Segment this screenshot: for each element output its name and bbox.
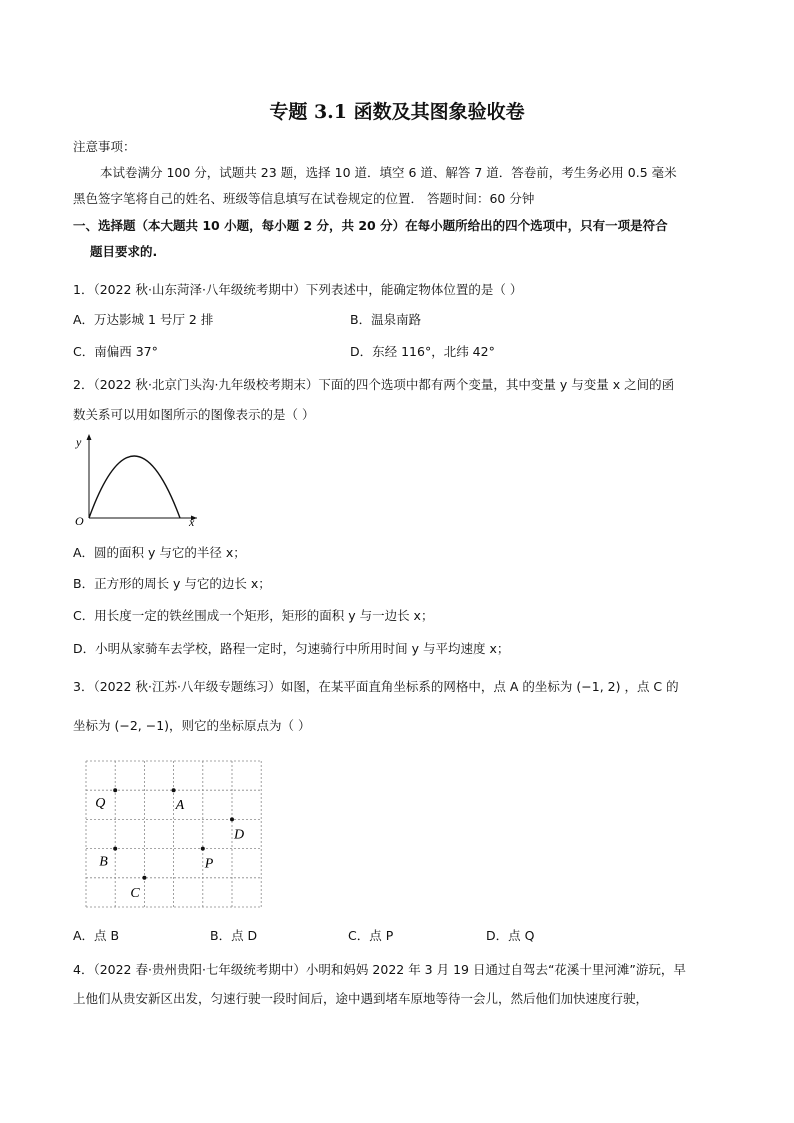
point-d bbox=[230, 817, 234, 821]
q3-option-a: A．点 B bbox=[73, 928, 120, 943]
point-b bbox=[113, 847, 117, 851]
q3-option-b: B．点 D bbox=[210, 928, 258, 943]
notice-line-2: 黑色签字笔将自己的姓名、班级等信息填写在试卷规定的位置． 答题时间：60 分钟 bbox=[73, 191, 535, 206]
point-p bbox=[201, 847, 205, 851]
q1-option-b: B．温泉南路 bbox=[350, 312, 422, 327]
x-axis-label: x bbox=[189, 515, 195, 529]
y-axis-label: y bbox=[76, 435, 82, 449]
q3-option-c: C．点 P bbox=[348, 928, 394, 943]
point-label-c: C bbox=[130, 885, 140, 901]
section-heading-cont: 题目要求的. bbox=[90, 244, 158, 259]
q3-coordinate-grid bbox=[80, 756, 270, 908]
q1-option-c: C．南偏西 37° bbox=[73, 344, 158, 359]
section-heading: 一、选择题（本大题共 10 小题，每小题 2 分，共 20 分）在每小题所给出的四个选项中，只有一项是符合 bbox=[73, 218, 668, 233]
q1-option-a: A．万达影城 1 号厅 2 排 bbox=[73, 312, 214, 327]
q3-option-d: D．点 Q bbox=[486, 928, 535, 943]
page-title: 专题 3.1 函数及其图象验收卷 bbox=[269, 101, 525, 123]
q2-stem-line-2: 数关系可以用如图所示的图像表示的是（ ） bbox=[73, 407, 315, 422]
q1-option-d: D．东经 116°，北纬 42° bbox=[350, 344, 495, 359]
q1-stem: 1．（2022 秋·山东菏泽·八年级统考期中）下列表述中，能确定物体位置的是（ ） bbox=[73, 282, 523, 297]
point-q bbox=[113, 788, 117, 792]
point-label-d: D bbox=[234, 827, 245, 843]
parabola-curve bbox=[89, 456, 180, 518]
point-label-a: A bbox=[175, 798, 185, 814]
origin-label: O bbox=[75, 514, 84, 528]
q3-stem-line-2: 坐标为 (−2, −1)，则它的坐标原点为（ ） bbox=[73, 718, 311, 733]
point-a bbox=[172, 788, 176, 792]
q2-option-a: A．圆的面积 y 与它的半径 x； bbox=[73, 545, 246, 560]
q2-function-graph bbox=[70, 430, 210, 532]
y-axis-arrow bbox=[87, 434, 92, 440]
point-label-q: Q bbox=[95, 796, 106, 812]
point-label-p: P bbox=[204, 856, 214, 872]
point-c bbox=[142, 876, 146, 880]
q4-stem-line-1: 4．（2022 春·贵州贵阳·七年级统考期中）小明和妈妈 2022 年 3 月 19 日通过自驾去“花溪十里河滩”游玩，早 bbox=[73, 962, 686, 977]
q2-option-b: B．正方形的周长 y 与它的边长 x； bbox=[73, 576, 271, 591]
q4-stem-line-2: 上他们从贵安新区出发，匀速行驶一段时间后，途中遇到堵车原地等待一会儿，然后他们加快速度行驶， bbox=[73, 991, 649, 1006]
q2-option-c: C．用长度一定的铁丝围成一个矩形，矩形的面积 y 与一边长 x； bbox=[73, 608, 434, 623]
point-label-b: B bbox=[99, 854, 108, 870]
q2-option-d: D．小明从家骑车去学校，路程一定时，匀速骑行中所用时间 y 与平均速度 x； bbox=[73, 641, 510, 656]
notice-line-1: 本试卷满分 100 分，试题共 23 题，选择 10 道．填空 6 道、解答 7 道．答卷前，考生务必用 0.5 毫米 bbox=[100, 165, 677, 180]
q3-stem-line-1: 3．（2022 秋·江苏·八年级专题练习）如图，在某平面直角坐标系的网格中，点 A 的坐标为 (−1, 2) ，点 C 的 bbox=[73, 679, 679, 694]
notice-heading: 注意事项： bbox=[73, 139, 136, 154]
q2-stem-line-1: 2．（2022 秋·北京门头沟·九年级校考期末）下面的四个选项中都有两个变量，其中变量 y 与变量 x 之间的函 bbox=[73, 377, 675, 392]
